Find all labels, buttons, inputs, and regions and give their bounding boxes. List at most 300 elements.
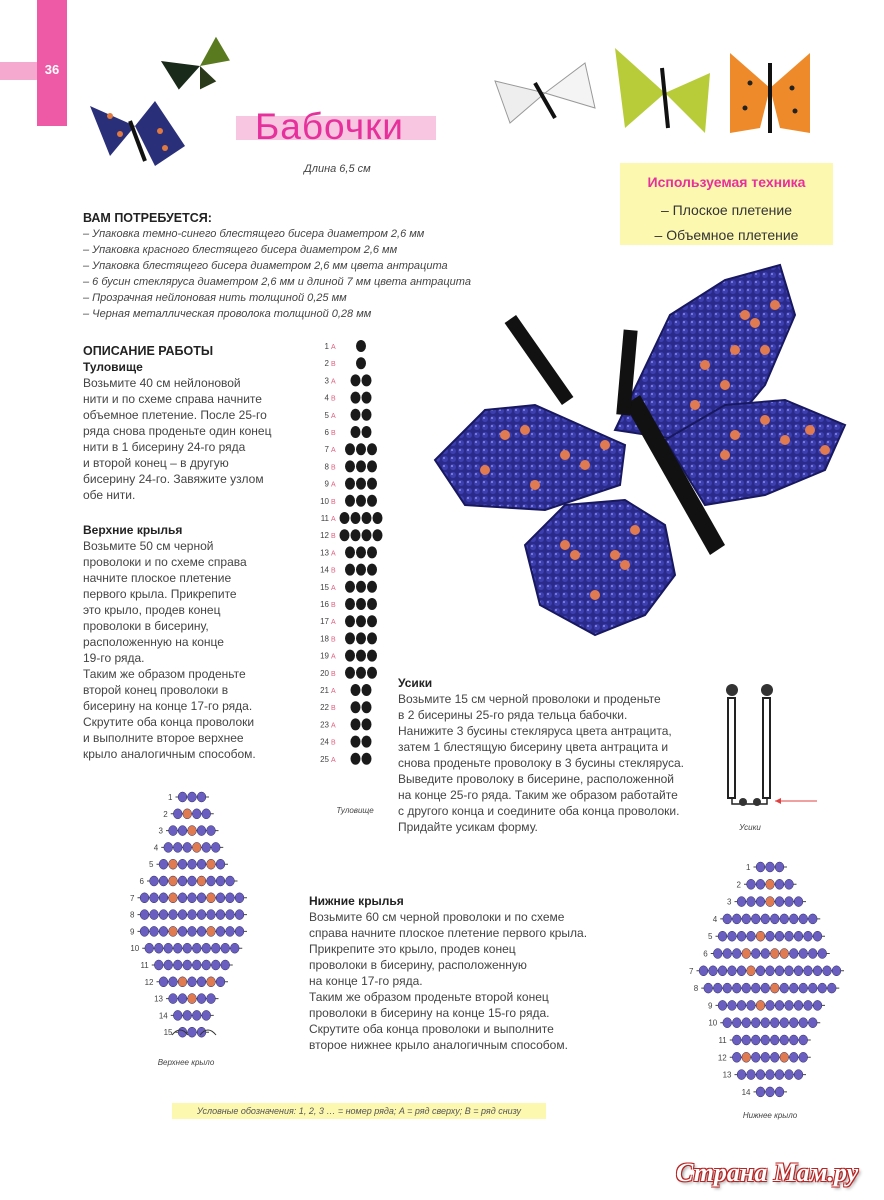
bead (159, 876, 168, 886)
bead (751, 1018, 760, 1028)
butterfly-photo-top-left (80, 26, 240, 196)
bead (756, 931, 765, 941)
bead (367, 495, 377, 507)
blue-butterfly-image (90, 101, 185, 166)
bead (756, 1087, 765, 1097)
bead (345, 564, 355, 576)
bead (804, 1000, 813, 1010)
bead (188, 893, 197, 903)
bead (235, 910, 244, 920)
bead (751, 914, 760, 924)
bead (785, 931, 794, 941)
row-number: 13 (320, 548, 329, 558)
row-number: 3 (158, 826, 163, 836)
bead (785, 1000, 794, 1010)
antenna-diagram-caption: Усики (739, 823, 761, 832)
bead (216, 859, 225, 869)
row-number: 4 (153, 843, 159, 853)
bead (202, 960, 211, 970)
lower-wings-section (309, 893, 609, 1053)
bead (747, 1070, 756, 1080)
bead (150, 876, 159, 886)
wing-row (718, 1035, 810, 1045)
row-number: 6 (703, 949, 708, 959)
bead (766, 1000, 775, 1010)
bead (780, 1035, 789, 1045)
upper-wing-caption: Верхнее крыло (157, 1058, 215, 1067)
bead (345, 546, 355, 558)
green-butterfly-image (160, 35, 236, 99)
bead (197, 859, 206, 869)
body-row (325, 426, 372, 438)
bead (799, 1052, 808, 1062)
bead (140, 910, 149, 920)
bead (188, 1027, 197, 1037)
bead (785, 879, 794, 889)
bead (178, 876, 187, 886)
bead (728, 1000, 737, 1010)
row-side: A (331, 481, 336, 489)
bead (345, 581, 355, 593)
bead (356, 460, 366, 472)
bead (356, 478, 366, 490)
bead (159, 859, 168, 869)
bead (732, 983, 741, 993)
row-side: B (331, 670, 336, 678)
row-number: 3 (324, 376, 329, 386)
bead (226, 893, 235, 903)
bead (737, 1070, 746, 1080)
row-side: B (331, 395, 336, 403)
bead (775, 966, 784, 976)
bead (178, 910, 187, 920)
text-line: на конце 25-го ряда. Таким же образом работайте (398, 788, 678, 802)
bead (150, 893, 159, 903)
bead (737, 1000, 746, 1010)
bead (164, 842, 173, 852)
lower-wing-diagram (590, 855, 850, 1125)
bead (367, 460, 377, 472)
text-line: второй конец проволоки в (83, 683, 229, 697)
text-line: начните плоское плетение (83, 571, 232, 585)
wing-row (708, 931, 825, 941)
bead (235, 926, 244, 936)
row-number: 11 (320, 514, 329, 523)
bead (704, 983, 713, 993)
bead (751, 949, 760, 959)
row-number: 4 (324, 393, 329, 403)
wing-row (130, 910, 247, 920)
row-number: 16 (320, 600, 329, 609)
body-row (320, 546, 377, 558)
body-row (320, 529, 382, 541)
bead (794, 966, 803, 976)
row-number: 22 (320, 703, 329, 713)
bead (178, 826, 187, 836)
row-number: 23 (320, 720, 329, 730)
wing-row (154, 842, 223, 852)
bead (340, 512, 350, 524)
text-line: затем 1 блестящую бисерину цвета антрацита и (398, 740, 669, 754)
wing-row (145, 977, 228, 987)
bead (373, 529, 383, 541)
text-line: справа начните плоское плетение первого крыла. (309, 926, 588, 940)
technique-box (620, 163, 833, 245)
text-line: Придайте усикам форму. (398, 820, 538, 834)
bead (202, 809, 211, 819)
bead (751, 983, 760, 993)
bead (345, 632, 355, 644)
bead (356, 546, 366, 558)
bead (813, 931, 822, 941)
bead (785, 966, 794, 976)
row-number: 11 (718, 1036, 727, 1045)
main-butterfly-image (425, 255, 865, 665)
row-side: B (331, 464, 336, 472)
bead (173, 809, 182, 819)
bead (159, 893, 168, 903)
bead (804, 931, 813, 941)
bead (823, 966, 832, 976)
bead (216, 910, 225, 920)
upper-wing-diagram (80, 785, 280, 1075)
row-number: 9 (324, 479, 329, 489)
bead (799, 1018, 808, 1028)
row-number: 3 (727, 897, 732, 907)
bead (178, 893, 187, 903)
work-heading: ОПИСАНИЕ РАБОТЫ (83, 344, 214, 358)
bead (178, 926, 187, 936)
text-line: Выведите проволоку в бисерине, расположенной (398, 772, 674, 786)
text-line: в 2 бисерины 25-го ряда тельца бабочки. (398, 708, 628, 722)
row-number: 14 (320, 565, 329, 575)
row-number: 2 (163, 809, 168, 819)
bead (207, 859, 216, 869)
bead (362, 718, 372, 730)
bead (794, 1070, 803, 1080)
bead (780, 914, 789, 924)
bead (169, 826, 178, 836)
bead (351, 426, 361, 438)
bead (367, 581, 377, 593)
bead (362, 736, 372, 748)
row-number: 8 (693, 984, 699, 994)
bead (794, 897, 803, 907)
bead (723, 983, 732, 993)
bead (713, 983, 722, 993)
body-row (320, 495, 377, 507)
bead (150, 926, 159, 936)
lower-wing-caption: Нижнее крыло (742, 1111, 798, 1120)
materials-item: – 6 бусин стекляруса диаметром 2,6 мм и длиной 7 мм цвета антрацита (83, 276, 471, 288)
text-line: нити в 1 бисерину 24-го ряда (83, 440, 246, 454)
row-side: B (331, 361, 336, 369)
bead (827, 983, 836, 993)
row-number: 2 (736, 880, 741, 890)
bead (747, 897, 756, 907)
bead (780, 1052, 789, 1062)
bead (367, 564, 377, 576)
bead (169, 926, 178, 936)
bead (780, 1018, 789, 1028)
row-side: A (331, 550, 336, 558)
bead (188, 792, 197, 802)
bead (150, 910, 159, 920)
row-number: 13 (722, 1070, 732, 1080)
bead (207, 876, 216, 886)
bead (766, 966, 775, 976)
lower-wings-heading: Нижние крылья (309, 894, 404, 908)
row-number: 12 (717, 1053, 727, 1063)
site-watermark (676, 1158, 858, 1188)
row-number: 11 (140, 961, 149, 970)
row-number: 1 (168, 793, 173, 802)
wing-row (718, 1052, 811, 1062)
bead (367, 598, 377, 610)
bead (794, 1000, 803, 1010)
bead (216, 977, 225, 987)
bead (794, 931, 803, 941)
wing-row (159, 826, 219, 836)
materials-item: – Прозрачная нейлоновая нить толщиной 0,25 мм (83, 292, 347, 304)
bead (362, 409, 372, 421)
bead (216, 893, 225, 903)
bead (207, 826, 216, 836)
bead (756, 879, 765, 889)
bead (340, 529, 350, 541)
row-number: 5 (149, 860, 154, 870)
body-row (320, 667, 377, 679)
row-number: 14 (158, 1011, 168, 1021)
row-side: A (331, 688, 336, 695)
row-side: B (331, 533, 336, 541)
bead (351, 718, 361, 730)
bead (345, 615, 355, 627)
text-line: нити и по схеме справа начните (83, 392, 262, 406)
row-number: 1 (746, 863, 751, 872)
bead (362, 701, 372, 713)
bead (173, 1010, 182, 1020)
bead (356, 581, 366, 593)
page-number: 36 (44, 62, 60, 77)
bead (728, 931, 737, 941)
bead (140, 926, 149, 936)
body-row (320, 650, 377, 662)
row-number: 25 (320, 754, 329, 764)
bead (169, 910, 178, 920)
watermark-suffix: .ру (827, 1158, 859, 1187)
row-number: 18 (320, 634, 329, 644)
text-line: и второй конец – в другую (83, 456, 229, 470)
bead (178, 994, 187, 1004)
row-number: 10 (320, 496, 329, 506)
wing-row (168, 792, 209, 802)
text-line: Таким же образом проденьте (83, 667, 246, 681)
bead (154, 943, 163, 953)
bead (732, 1018, 741, 1028)
bead (192, 943, 201, 953)
bead (351, 374, 361, 386)
bead (183, 809, 192, 819)
bead (718, 966, 727, 976)
bead (770, 914, 779, 924)
text-line: Скрутите оба конца проволоки (83, 715, 255, 729)
bead (169, 994, 178, 1004)
bead (207, 977, 216, 987)
bead (723, 1018, 732, 1028)
text-line: 19-го ряда. (83, 651, 145, 665)
bead (178, 792, 187, 802)
bead (718, 931, 727, 941)
bead (178, 977, 187, 987)
row-number: 2 (324, 359, 329, 369)
bead (188, 876, 197, 886)
bead (775, 862, 784, 872)
bead (356, 615, 366, 627)
row-side: B (331, 705, 336, 713)
bead (226, 910, 235, 920)
bead (173, 943, 182, 953)
bead (192, 960, 201, 970)
bead (169, 859, 178, 869)
row-number: 8 (324, 462, 329, 472)
bead (808, 983, 817, 993)
bead (770, 949, 779, 959)
bead (230, 943, 239, 953)
body-row (325, 443, 377, 455)
bead (164, 943, 173, 953)
bead (742, 914, 751, 924)
bead (197, 893, 206, 903)
bead (140, 893, 149, 903)
row-side: A (331, 516, 336, 523)
bead (207, 926, 216, 936)
row-number: 19 (320, 651, 329, 661)
text-line: ряда снова проденьте один конец (83, 424, 272, 438)
row-number: 9 (130, 927, 135, 937)
bead (351, 736, 361, 748)
body-row (320, 718, 371, 730)
bead (775, 1000, 784, 1010)
bead (367, 632, 377, 644)
body-row (325, 340, 366, 352)
wing-row (723, 1070, 806, 1080)
body-row (320, 632, 377, 644)
page-title: Бабочки (255, 106, 404, 147)
watermark-text: Страна Мам (676, 1158, 828, 1187)
bead (799, 1035, 808, 1045)
text-line: Скрутите оба конца проволоки и выполните (309, 1022, 554, 1036)
bead (345, 478, 355, 490)
bead (789, 949, 798, 959)
row-number: 5 (324, 410, 329, 420)
bead (351, 701, 361, 713)
bead (202, 1010, 211, 1020)
bead (351, 512, 361, 524)
bead (770, 1018, 779, 1028)
bead (207, 893, 216, 903)
bead (362, 392, 372, 404)
bead (813, 1000, 822, 1010)
text-line: Возьмите 40 см нейлоновой (83, 376, 241, 390)
bead (770, 1035, 779, 1045)
row-number: 6 (139, 877, 144, 886)
bead (192, 842, 201, 852)
row-number: 24 (320, 737, 329, 747)
text-line: объемное плетение. После 25-го (83, 408, 267, 422)
wing-row (130, 893, 247, 903)
bead (747, 1000, 756, 1010)
bead (351, 392, 361, 404)
wing-row (694, 983, 839, 993)
body-row (325, 409, 372, 421)
bead (197, 1027, 206, 1037)
bead (761, 1035, 770, 1045)
technique-item: – Объемное плетение (654, 227, 799, 243)
text-line: бисерину 24-го. Завяжите узлом (83, 472, 264, 486)
antenna-diagram (715, 680, 825, 840)
text-line: с другого конца и соедините оба конца проволоки. (398, 804, 680, 818)
text-line: первого крыла. Прикрепите (83, 587, 237, 601)
wing-row (140, 960, 232, 970)
bead (351, 409, 361, 421)
wing-row (703, 949, 829, 959)
bead (207, 910, 216, 920)
bead (197, 926, 206, 936)
bead (169, 876, 178, 886)
row-number: 7 (324, 445, 329, 455)
bead (197, 876, 206, 886)
bead (785, 897, 794, 907)
bead (188, 859, 197, 869)
bead (367, 650, 377, 662)
bead (226, 926, 235, 936)
row-side: A (331, 412, 336, 420)
bead (723, 949, 732, 959)
bead (211, 960, 220, 970)
text-line: проволоки в бисерину, расположенную (309, 958, 527, 972)
bead (808, 949, 817, 959)
body-row (320, 684, 371, 696)
bead (737, 966, 746, 976)
bead (367, 667, 377, 679)
bead (732, 914, 741, 924)
materials-item: – Упаковка блестящего бисера диаметром 2,6 мм цвета антрацита (83, 260, 448, 272)
bead (235, 893, 244, 903)
bead (766, 1087, 775, 1097)
bead (818, 983, 827, 993)
bead (728, 966, 737, 976)
bead (356, 564, 366, 576)
row-number: 9 (708, 1001, 713, 1011)
bead (226, 876, 235, 886)
bead (723, 914, 732, 924)
technique-item: – Плоское плетение (660, 202, 793, 218)
row-side: A (331, 722, 336, 730)
wing-row (689, 966, 844, 976)
row-number: 12 (320, 531, 329, 541)
bead (351, 529, 361, 541)
text-line: снова проденьте проволоку в 3 бусины стекляруса. (398, 756, 684, 770)
row-number: 13 (154, 994, 163, 1004)
bead (188, 977, 197, 987)
bead (197, 994, 206, 1004)
row-number: 5 (708, 932, 713, 942)
row-number: 12 (144, 977, 154, 987)
wing-row (163, 809, 213, 819)
bead (367, 546, 377, 558)
row-side: B (331, 739, 336, 747)
